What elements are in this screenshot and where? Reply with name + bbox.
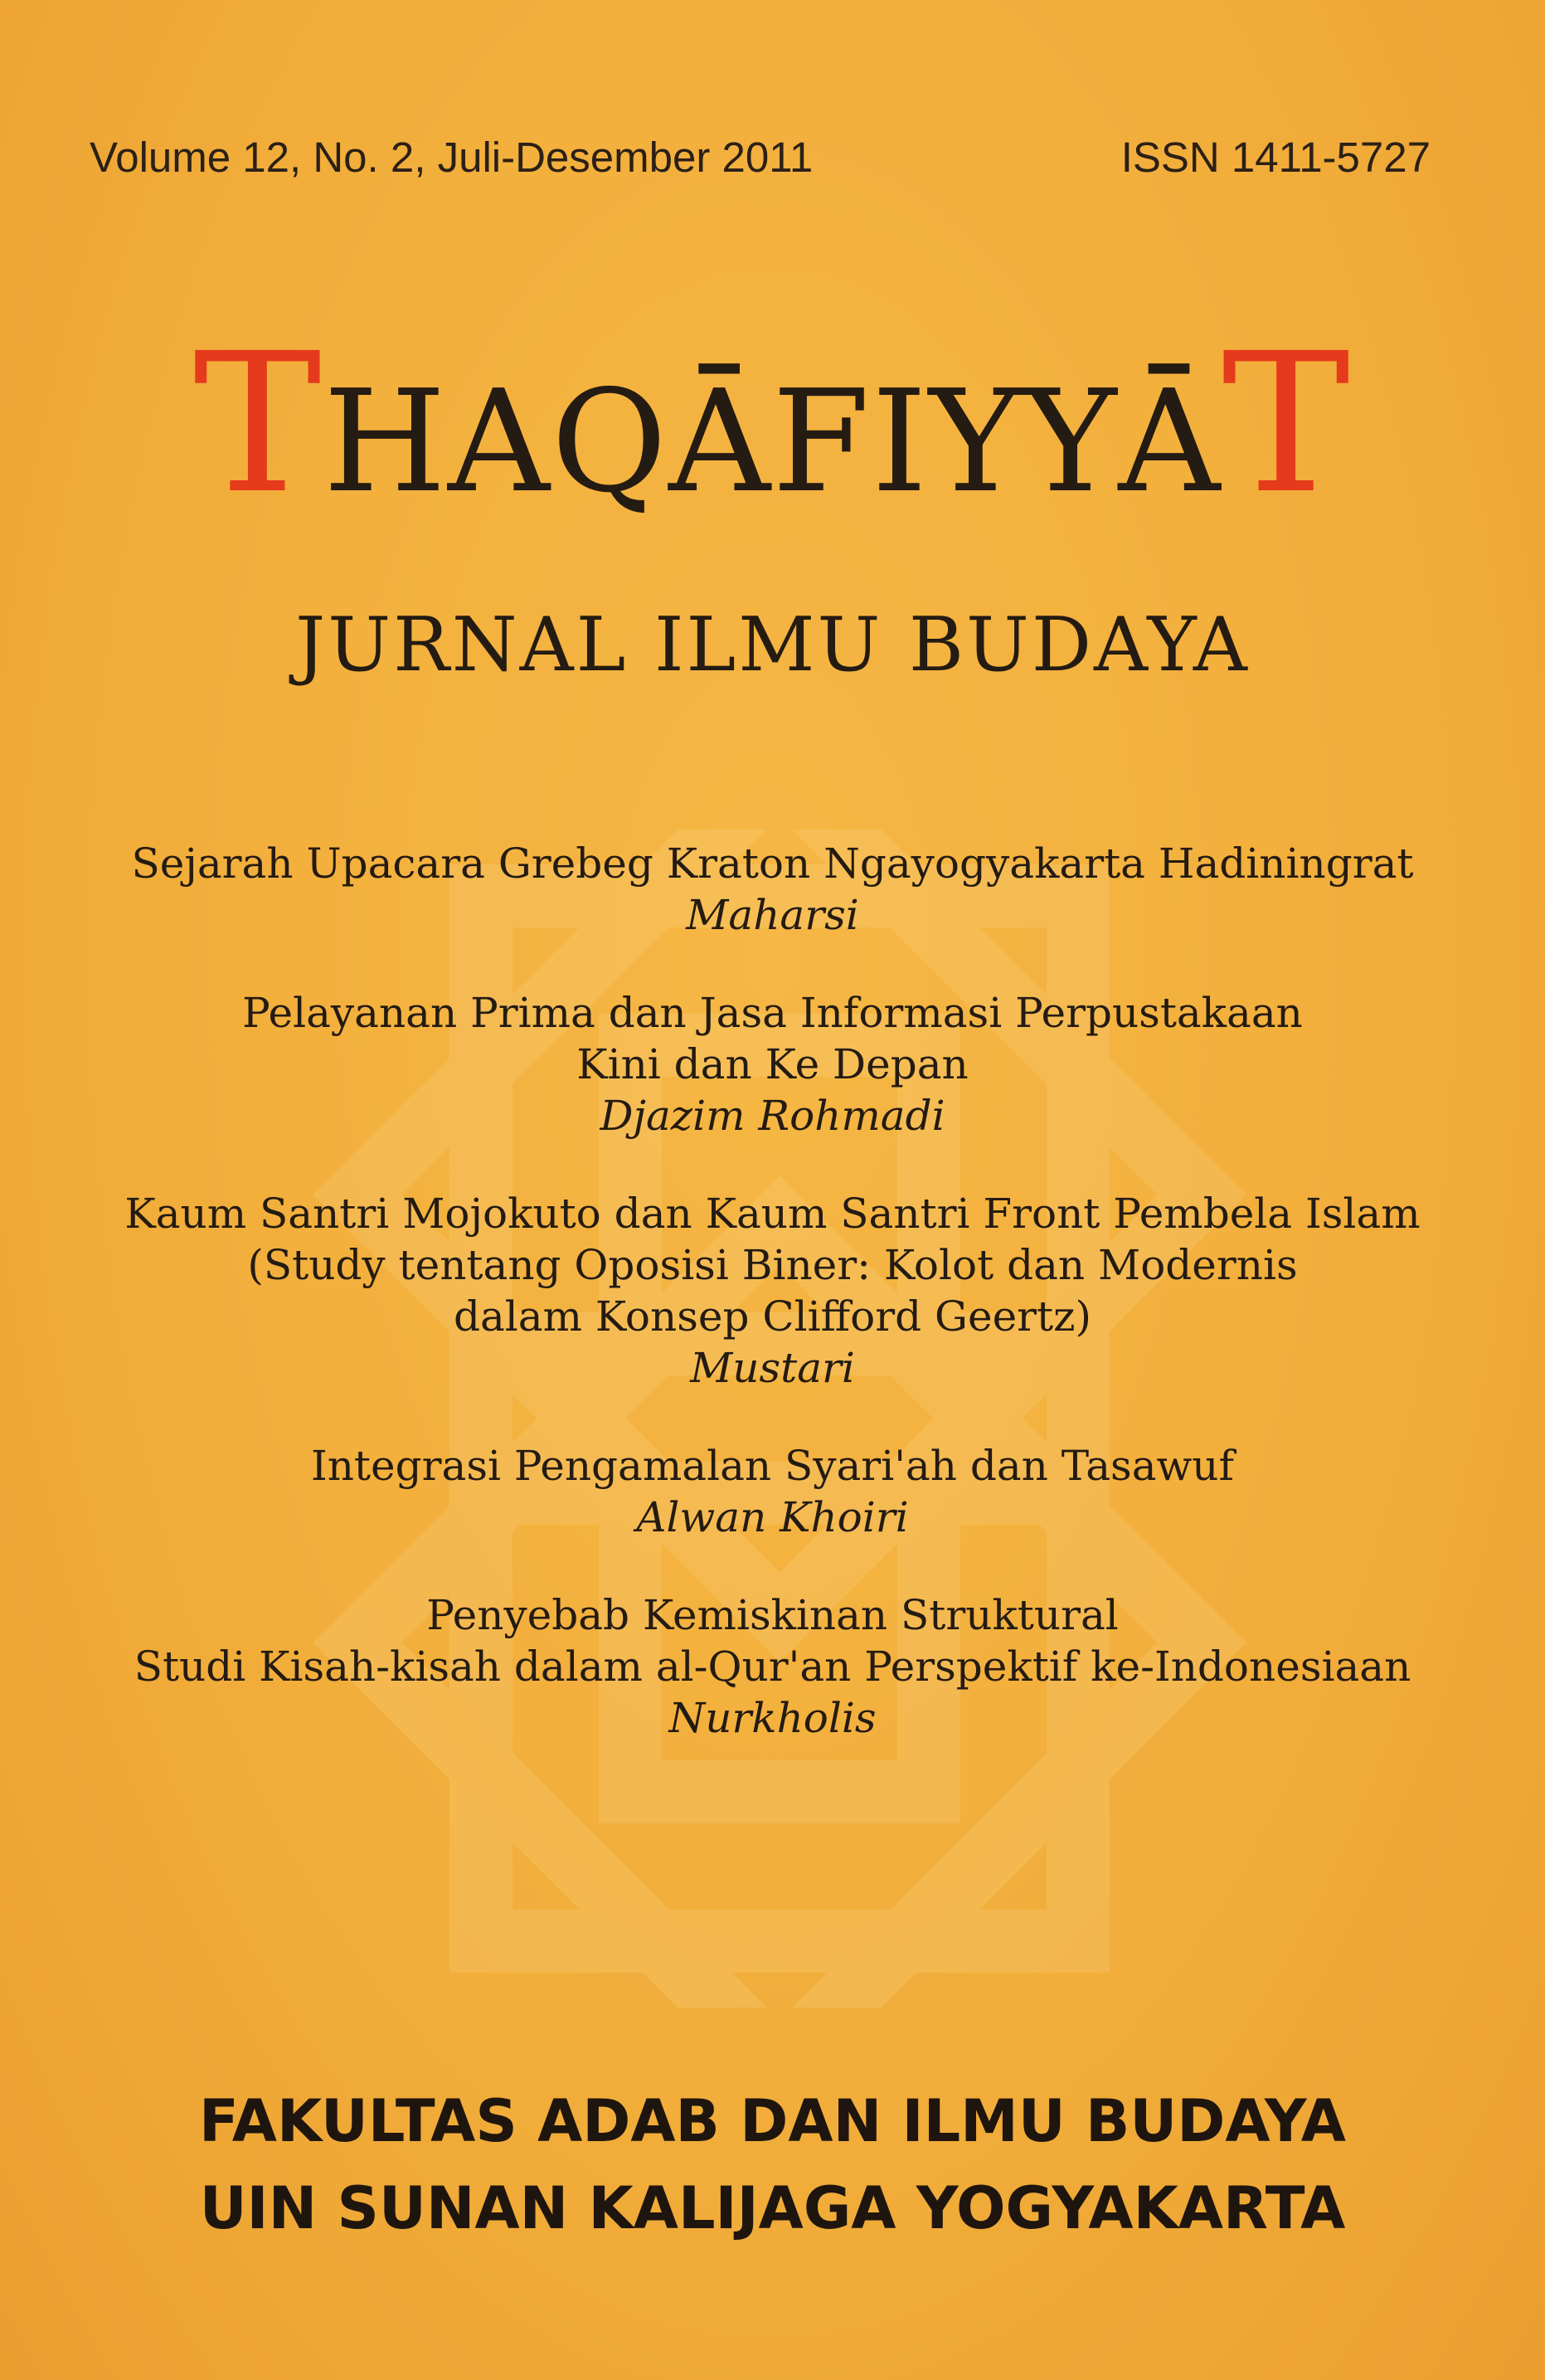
article-author: Djazim Rohmadi bbox=[600, 1092, 945, 1140]
article-entry bbox=[50, 1188, 1495, 1394]
title-middle: HAQĀFIYYĀ bbox=[323, 360, 1222, 524]
article-title: dalam Konsep Clifford Geertz) bbox=[453, 1292, 1092, 1341]
article-title: Integrasi Pengamalan Syari'ah dan Tasawuf bbox=[310, 1442, 1235, 1490]
journal-title bbox=[0, 312, 1545, 536]
publisher-faculty: FAKULTAS ADAB DAN ILMU BUDAYA bbox=[199, 2087, 1346, 2155]
issue-meta-row bbox=[90, 133, 1431, 182]
article-author: Mustari bbox=[690, 1344, 855, 1392]
table-of-contents bbox=[50, 838, 1495, 1790]
volume-info: Volume 12, No. 2, Juli-Desember 2011 bbox=[90, 134, 814, 181]
article-title: (Study tentang Oposisi Biner: Kolot dan Modernis bbox=[247, 1241, 1298, 1289]
article-title: Kini dan Ke Depan bbox=[576, 1040, 969, 1088]
article-author: Alwan Khoiri bbox=[636, 1493, 909, 1541]
article-title: Sejarah Upacara Grebeg Kraton Ngayogyakarta Hadiningrat bbox=[131, 840, 1414, 888]
journal-subtitle: JURNAL ILMU BUDAYA bbox=[295, 601, 1250, 689]
publisher-block bbox=[0, 2078, 1545, 2252]
article-title: Penyebab Kemiskinan Struktural bbox=[426, 1591, 1119, 1639]
publisher-university: UIN SUNAN KALIJAGA YOGYAKARTA bbox=[199, 2174, 1346, 2242]
article-author: Maharsi bbox=[686, 891, 859, 939]
issn-number: ISSN 1411-5727 bbox=[1120, 134, 1431, 181]
article-entry bbox=[50, 838, 1495, 941]
article-entry bbox=[50, 1589, 1495, 1744]
article-entry bbox=[50, 1440, 1495, 1543]
title-first-letter: T bbox=[193, 312, 323, 536]
article-title: Pelayanan Prima dan Jasa Informasi Perpustakaan bbox=[242, 989, 1303, 1037]
title-last-letter: T bbox=[1222, 312, 1352, 536]
article-title: Kaum Santri Mojokuto dan Kaum Santri Front Pembela Islam bbox=[124, 1190, 1421, 1238]
article-title: Studi Kisah-kisah dalam al-Qur'an Perspektif ke-Indonesiaan bbox=[134, 1643, 1411, 1691]
article-entry bbox=[50, 987, 1495, 1141]
article-author: Nurkholis bbox=[668, 1694, 877, 1742]
